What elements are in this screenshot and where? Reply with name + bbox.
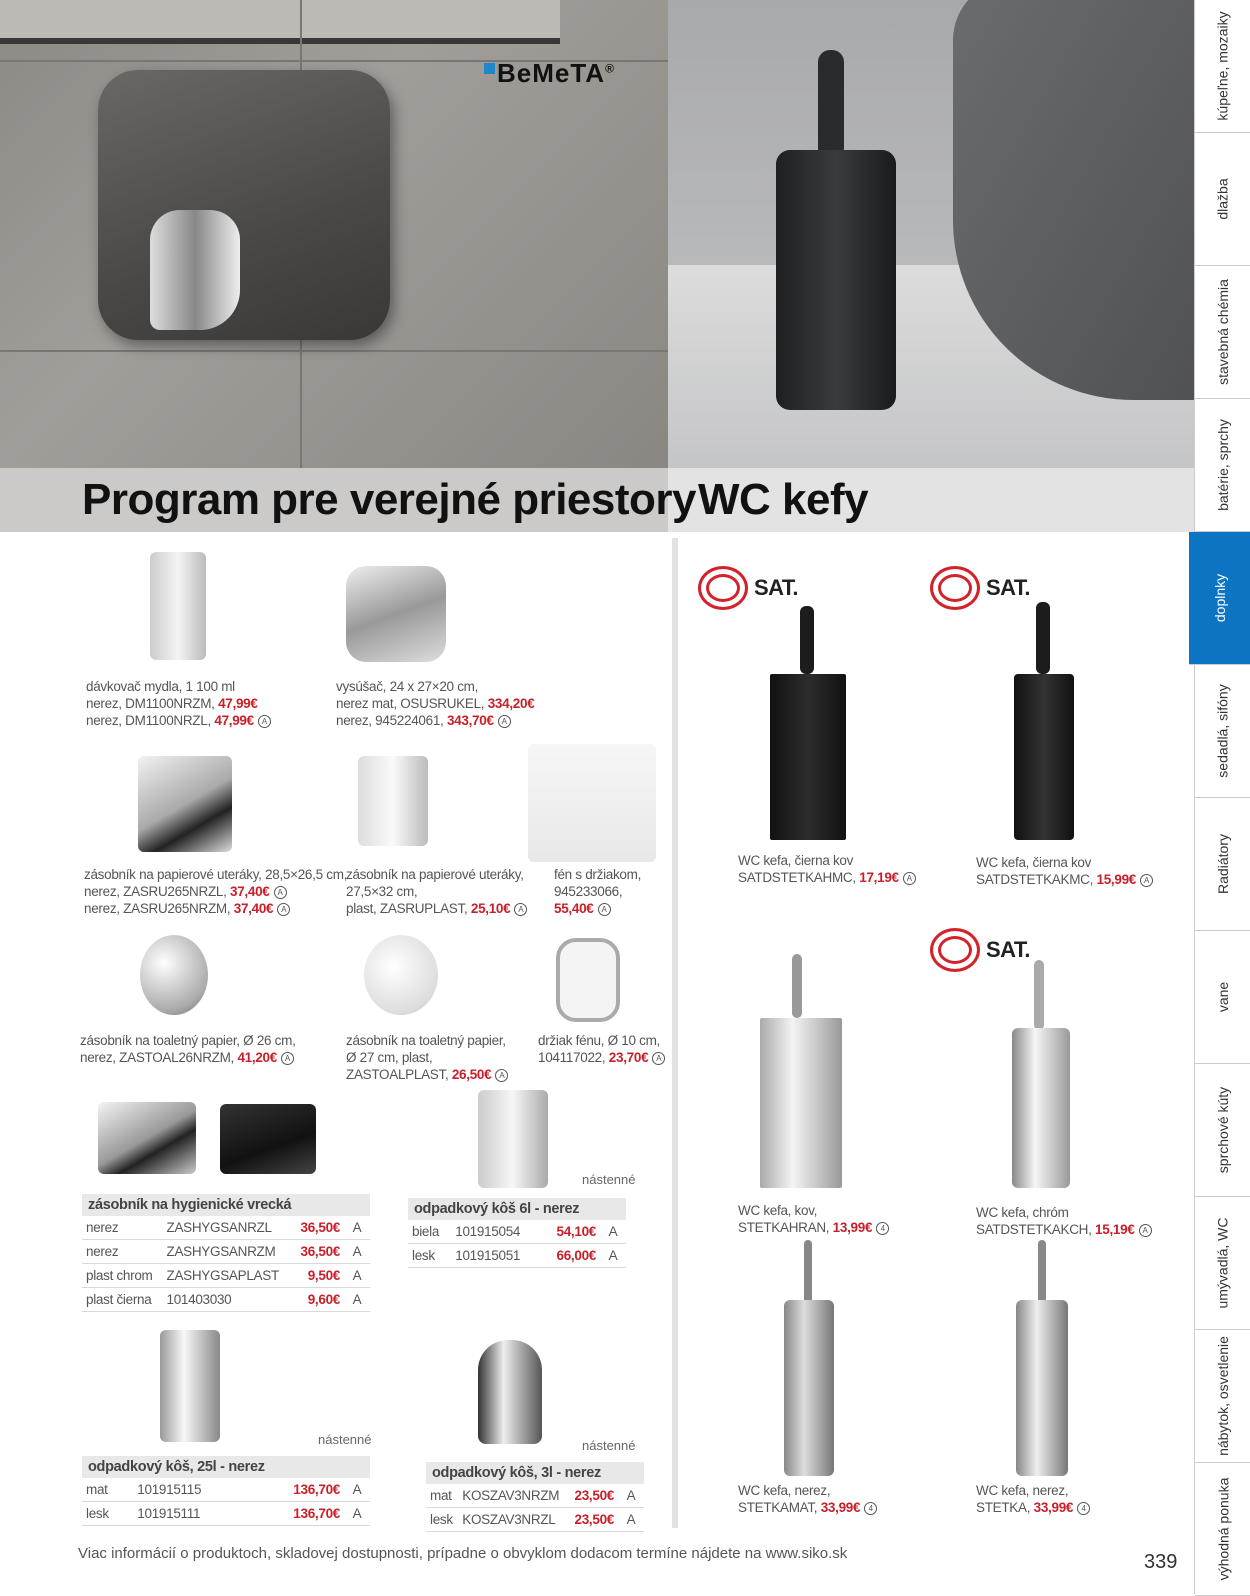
note-nastenne-6l: nástenné [582, 1172, 636, 1187]
bag-dispenser-steel-image [98, 1102, 196, 1174]
table-row: plast čierna 101403030 9,60€ A [82, 1288, 370, 1312]
table-row: lesk 101915051 66,00€ A [408, 1244, 626, 1268]
brush-3-handle [792, 954, 802, 1018]
towel-dispenser-plastic-image [358, 756, 428, 846]
sidebar-item-sprchove-kuty[interactable]: sprchové kúty [1195, 1064, 1250, 1197]
bin-6l-image [478, 1090, 548, 1188]
brush-6-handle [1038, 1240, 1046, 1304]
sidebar-item-umyvadla[interactable]: umývadlá, WC [1195, 1197, 1250, 1330]
table-row: mat KOSZAV3NRZM 23,50€ A [426, 1484, 644, 1508]
bin-3l-image [478, 1340, 542, 1444]
table-row: nerez ZASHYGSANRZL 36,50€ A [82, 1216, 370, 1240]
table-row: biela 101915054 54,10€ A [408, 1220, 626, 1244]
wc-brush-chrome-image [1012, 1028, 1070, 1188]
sidebar-item-radiatory[interactable]: Radiátory [1195, 798, 1250, 931]
soap-dispenser-image [150, 552, 206, 660]
table-row: nerez ZASHYGSANRZM 36,50€ A [82, 1240, 370, 1264]
bemeta-logo: BeMeTA® [484, 58, 615, 89]
hero-image-wc-brush [668, 0, 1194, 468]
caption-wc-kefa-4: WC kefa, chróm SATDSTETKAKCH, 15,19€ A [976, 1204, 1152, 1238]
caption-toaletny-1: zásobník na toaletný papier, Ø 26 cm, nerez, ZASTOAL26NRZM, 41,20€ A [80, 1033, 296, 1065]
sidebar-item-baterie[interactable]: batérie, sprchy [1195, 399, 1250, 532]
table-kos-25l: odpadkový kôš, 25l - nerez mat 101915115 136,70€ A lesk 101915111 136,70€ A [82, 1456, 370, 1526]
wc-brush-steel-matte-image [784, 1300, 834, 1476]
table-hygienicke: zásobník na hygienické vrecká nerez ZASHYGSANRZL 36,50€ A nerez ZASHYGSANRZM 36,50€ A plast chrom ZASHYGSAPLAST 9,50€ A plast čierna 101403030 9,60€ A [82, 1194, 370, 1312]
sat-swirl-icon [930, 566, 980, 610]
sat-swirl-icon [698, 566, 748, 610]
sat-logo-3: SAT. [930, 928, 1030, 972]
section-title-public: Program pre verejné priestory [82, 475, 696, 524]
page-number: 339 [1144, 1551, 1178, 1573]
caption-uteraky-1: zásobník na papierové uteráky, 28,5×26,5 cm, nerez, ZASRU265NRZL, 37,40€ A nerez, ZASRU265NRZM, 37,40€ A [84, 867, 348, 916]
wc-brush-steel-polished-image [1016, 1300, 1068, 1476]
toilet-paper-dispenser-plastic-image [364, 935, 438, 1015]
brush-2-handle [1036, 602, 1050, 674]
wc-brush-steel-square-image [760, 1018, 842, 1188]
caption-vysusac: vysúšač, 24 x 27×20 cm, nerez mat, OSUSRUKEL, 334,20€ nerez, 945224061, 343,70€ A [336, 679, 535, 728]
dryer-nozzle-illustration [150, 210, 240, 330]
sidebar-item-vyhodna-ponuka[interactable]: výhodná ponuka [1195, 1463, 1250, 1596]
table-row: plast chrom ZASHYGSAPLAST 9,50€ A [82, 1264, 370, 1288]
sidebar-item-doplnky[interactable]: doplnky [1189, 532, 1250, 665]
table-row: lesk KOSZAV3NRZL 23,50€ A [426, 1508, 644, 1532]
caption-toaletny-2: zásobník na toaletný papier, Ø 27 cm, plast, ZASTOALPLAST, 26,50€ A [346, 1032, 508, 1083]
sidebar-item-nabytok[interactable]: nábytok, osvetlenie [1195, 1330, 1250, 1463]
table-kos-6l: odpadkový kôš 6l - nerez biela 101915054 54,10€ A lesk 101915051 66,00€ A [408, 1198, 626, 1268]
caption-wc-kefa-5: WC kefa, nerez, STETKAMAT, 33,99€ 4 [738, 1482, 877, 1516]
brush-1-handle [800, 606, 814, 674]
sat-swirl-icon [930, 928, 980, 972]
sat-logo-1: SAT. [698, 566, 798, 610]
caption-wc-kefa-3: WC kefa, kov, STETKAHRAN, 13,99€ 4 [738, 1202, 889, 1236]
wc-brush-black-round-image [1014, 674, 1074, 840]
toilet-paper-dispenser-steel-image [140, 935, 208, 1015]
sidebar-item-vane[interactable]: vane [1195, 931, 1250, 1064]
brush-handle-illustration [818, 50, 844, 160]
column-divider [672, 538, 678, 1528]
note-nastenne-25l: nástenné [318, 1432, 372, 1447]
towel-dispenser-steel-image [138, 756, 232, 852]
sidebar-item-stavebna-chemia[interactable]: stavebná chémia [1195, 266, 1250, 399]
mirror-frame [0, 0, 560, 44]
brush-holder-illustration [776, 150, 896, 410]
caption-wc-kefa-2: WC kefa, čierna kov SATDSTETKAKMC, 15,99€ A [976, 854, 1153, 888]
sidebar-item-kupelne[interactable]: kúpeľne, mozaiky [1195, 0, 1250, 133]
sidebar-item-dlazba[interactable]: dlažba [1195, 133, 1250, 266]
brush-4-handle [1034, 960, 1044, 1030]
section-title-wc: WC kefy [698, 475, 869, 524]
bag-dispenser-black-image [220, 1104, 316, 1174]
hair-dryer-image [528, 744, 656, 862]
hand-dryer-illustration [98, 70, 390, 340]
table-row: lesk 101915111 136,70€ A [82, 1502, 370, 1526]
footer-note: Viac informácií o produktoch, skladovej dostupnosti, prípadne o obvyklom dodacom termíne nájdete na www.siko.sk [78, 1545, 848, 1562]
hand-dryer-product-image [346, 566, 446, 662]
bin-25l-image [160, 1330, 220, 1442]
caption-drziak: držiak fénu, Ø 10 cm, 104117022, 23,70€ A [538, 1032, 665, 1066]
caption-uteraky-2: zásobník na papierové uteráky, 27,5×32 cm, plast, ZASRUPLAST, 25,10€ A [346, 866, 527, 917]
note-nastenne-3l: nástenné [582, 1438, 636, 1453]
sat-logo-2: SAT. [930, 566, 1030, 610]
caption-wc-kefa-6: WC kefa, nerez, STETKA, 33,99€ 4 [976, 1482, 1090, 1516]
hair-dryer-holder-image [556, 938, 620, 1022]
category-sidebar [1194, 0, 1250, 1594]
caption-davkovac: dávkovač mydla, 1 100 ml nerez, DM1100NRZM, 47,99€ nerez, DM1100NRZL, 47,99€ A [86, 678, 271, 729]
sidebar-item-sedadla[interactable]: sedadlá, sifóny [1195, 665, 1250, 798]
caption-fen: fén s držiakom, 945233066, 55,40€ A [554, 867, 642, 916]
caption-wc-kefa-1: WC kefa, čierna kov SATDSTETKAHMC, 17,19€ A [738, 852, 916, 886]
wc-brush-black-square-image [770, 674, 846, 840]
table-row: mat 101915115 136,70€ A [82, 1478, 370, 1502]
brush-5-handle [804, 1240, 812, 1304]
table-kos-3l: odpadkový kôš, 3l - nerez mat KOSZAV3NRZM 23,50€ A lesk KOSZAV3NRZL 23,50€ A [426, 1462, 644, 1532]
